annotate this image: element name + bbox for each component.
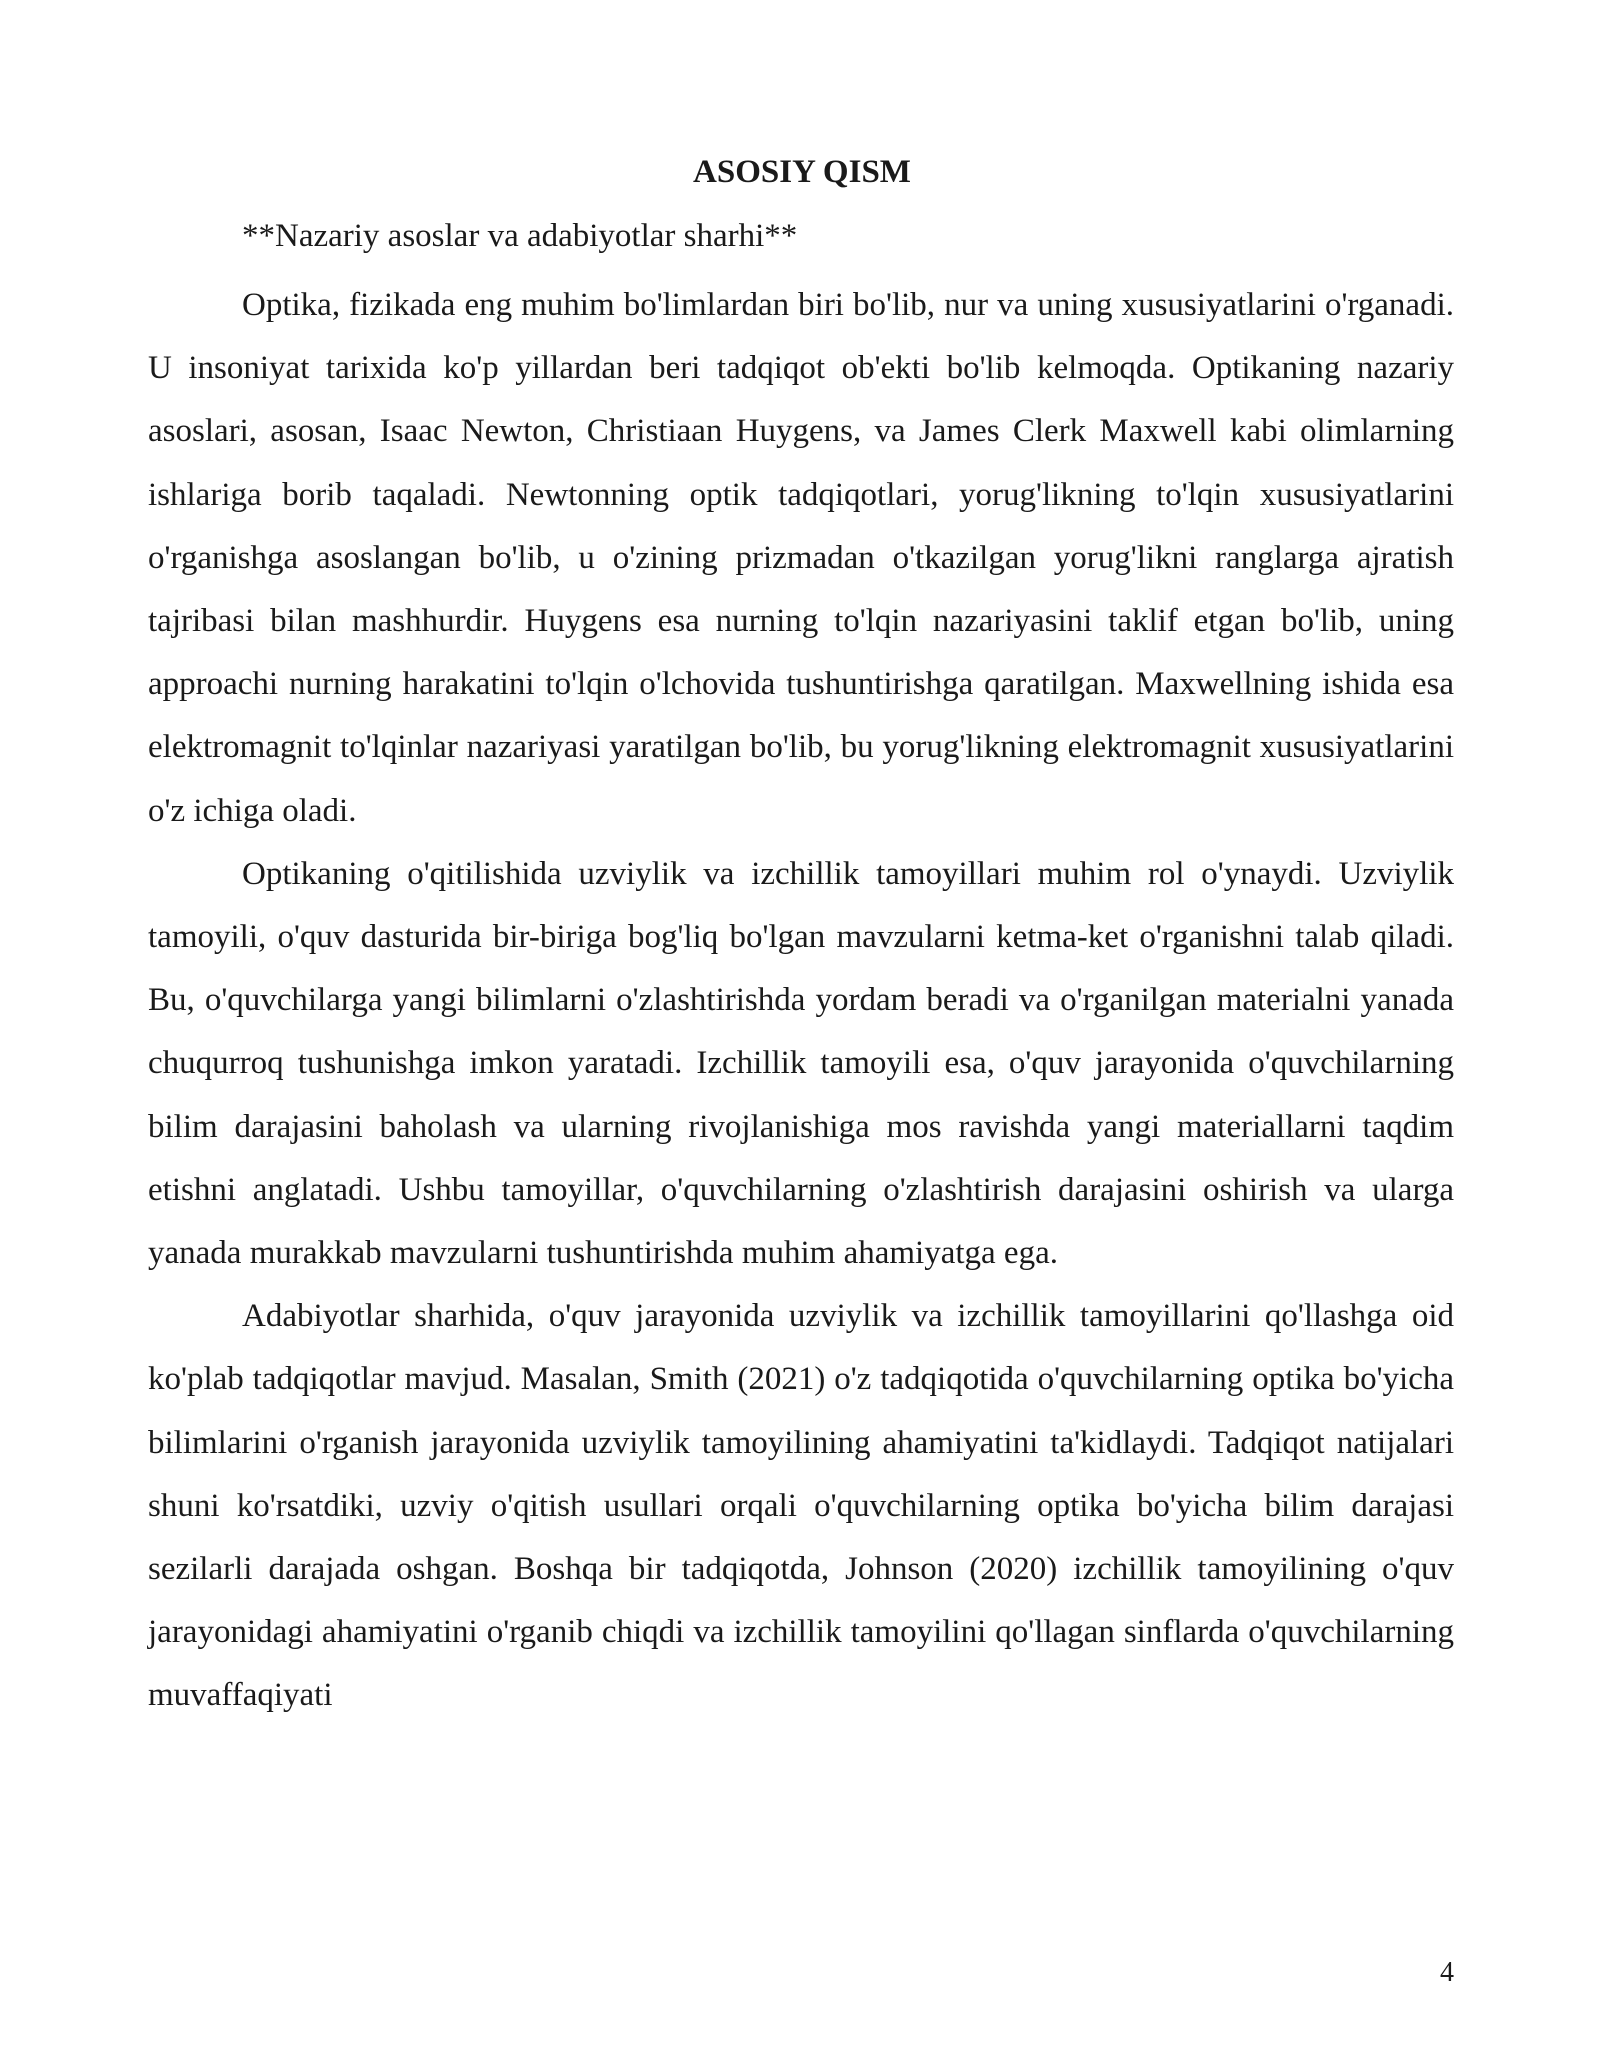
paragraph-2: Optikaning o'qitilishida uzviylik va izchillik tamoyillari muhim rol o'ynaydi. Uzviylik tamoyili, o'quv dasturida bir-biriga bog'liq bo'lgan mavzularni ketma-ket o'rganishni talab qiladi. Bu, o'quvchilarga yangi bilimlarni o'zlashtirishda yordam beradi va o'rganilgan materialni yanada chuqurroq tushunishga imkon yaratadi. Izchillik tamoyili esa, o'quv jarayonida o'quvchilarning bilim darajasini baholash va ularning rivojlanishiga mos ravishda yangi materiallarni taqdim etishni anglatadi. Ushbu tamoyillar, o'quvchilarning o'zlashtirish darajasini oshirish va ularga yanada murakkab mavzularni tushuntirishda muhim ahamiyatga ega.: [148, 855, 1454, 1272]
page-content: [148, 148, 1454, 1728]
page-number: 4: [1440, 1957, 1454, 1988]
section-subheading: **Nazariy asoslar va adabiyotlar sharhi**: [242, 218, 798, 254]
paragraph-3: Adabiyotlar sharhida, o'quv jarayonida uzviylik va izchillik tamoyillarini qo'llashga oid ko'plab tadqiqotlar mavjud. Masalan, Smith (2021) o'z tadqiqotida o'quvchilarning optika bo'yicha bilimlarini o'rganish jarayonida uzviylik tamoyilining ahamiyatini ta'kidlaydi. Tadqiqot natijalari shuni ko'rsatdiki, uzviy o'qitish usullari orqali o'quvchilarning optika bo'yicha bilim darajasi sezilarli darajada oshgan. Boshqa bir tadqiqotda, Johnson (2020) izchillik tamoyilining o'quv jarayonidagi ahamiyatini o'rganib chiqdi va izchillik tamoyilini qo'llagan sinflarda o'quvchilarning muvaffaqiyati: [148, 1298, 1454, 1714]
paragraph-1: Optika, fizikada eng muhim bo'limlardan biri bo'lib, nur va uning xususiyatlarini o'rganadi. U insoniyat tarixida ko'p yillardan beri tadqiqot ob'ekti bo'lib kelmoqda. Optikaning nazariy asoslari, asosan, Isaac Newton, Christiaan Huygens, va James Clerk Maxwell kabi olimlarning ishlariga borib taqaladi. Newtonning optik tadqiqotlari, yorug'likning to'lqin xususiyatlarini o'rganishga asoslangan bo'lib, u o'zining prizmadan o'tkazilgan yorug'likni ranglarga ajratish tajribasi bilan mashhurdir. Huygens esa nurning to'lqin nazariyasini taklif etgan bo'lib, uning approachi nurning harakatini to'lqin o'lchovida tushuntirishga qaratilgan. Maxwellning ishida esa elektromagnit to'lqinlar nazariyasi yaratilgan bo'lib, bu yorug'likning elektromagnit xususiyatlarini o'z ichiga oladi.: [148, 287, 1454, 829]
section-heading: ASOSIY QISM: [693, 154, 911, 190]
